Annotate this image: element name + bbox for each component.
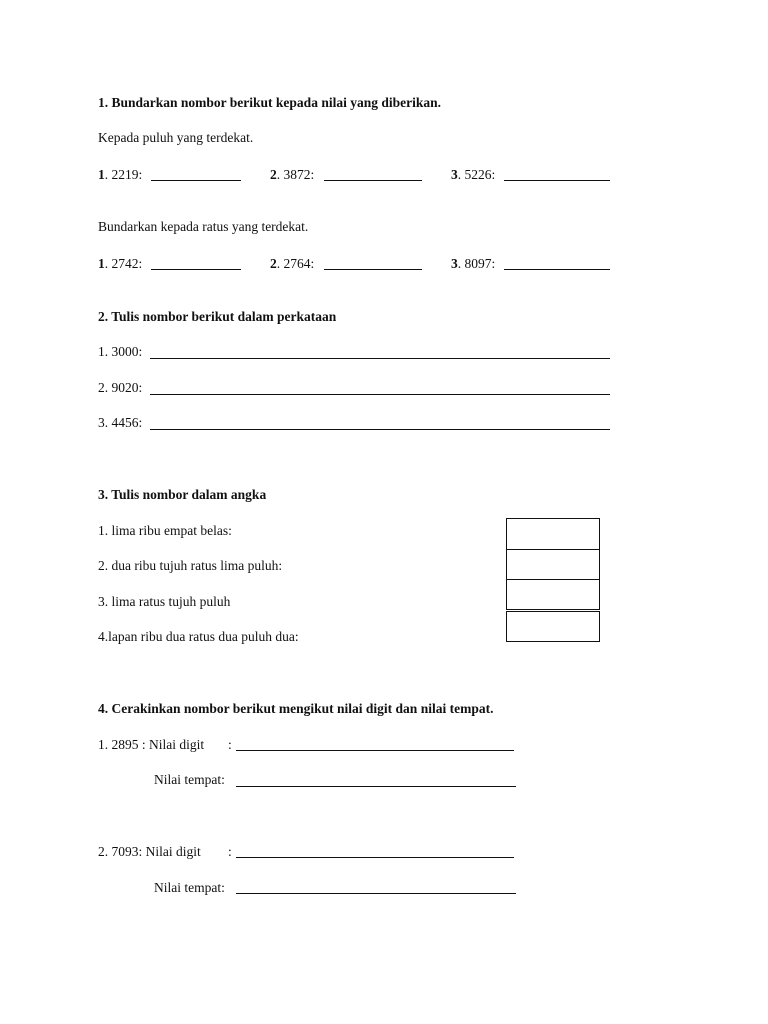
words-question-label: 3. 4456: (98, 415, 143, 430)
section1-subheading-hundreds: Bundarkan kepada ratus yang terdekat. (98, 219, 309, 234)
digit-value-label: 1. 2895 : Nilai digit (98, 737, 205, 752)
question-label: 3. 8097: (451, 256, 496, 271)
section1-subheading-tens: Kepada puluh yang terdekat. (98, 130, 254, 145)
answer-line[interactable] (151, 180, 241, 181)
answer-box[interactable] (506, 518, 600, 550)
answer-line[interactable] (236, 857, 514, 858)
answer-line[interactable] (504, 269, 610, 270)
question-label: 1. 2219: (98, 167, 143, 182)
question-label: 2. 2764: (270, 256, 315, 271)
section2-heading: 2. Tulis nombor berikut dalam perkataan (98, 309, 337, 324)
words-question-label: 2. 9020: (98, 380, 143, 395)
words-question-label: 1. 3000: (98, 344, 143, 359)
answer-line[interactable] (324, 180, 422, 181)
question-label: 3. 5226: (451, 167, 496, 182)
answer-box[interactable] (506, 611, 600, 642)
question-label: 2. 3872: (270, 167, 315, 182)
answer-line[interactable] (324, 269, 422, 270)
answer-line[interactable] (236, 893, 516, 894)
colon-label: : (228, 737, 232, 752)
answer-box[interactable] (506, 549, 600, 580)
numeral-question-label: 2. dua ribu tujuh ratus lima puluh: (98, 558, 283, 573)
numeral-question-label: 4.lapan ribu dua ratus dua puluh dua: (98, 629, 299, 644)
place-value-label: Nilai tempat: (154, 880, 225, 895)
answer-line[interactable] (236, 786, 516, 787)
section3-heading: 3. Tulis nombor dalam angka (98, 487, 267, 502)
numeral-question-label: 1. lima ribu empat belas: (98, 523, 232, 538)
answer-line[interactable] (150, 358, 610, 359)
answer-line[interactable] (236, 750, 514, 751)
section1-heading: 1. Bundarkan nombor berikut kepada nilai yang diberikan. (98, 95, 441, 110)
answer-box[interactable] (506, 579, 600, 610)
question-label: 1. 2742: (98, 256, 143, 271)
numeral-question-label: 3. lima ratus tujuh puluh (98, 594, 231, 609)
answer-line[interactable] (150, 394, 610, 395)
digit-value-label: 2. 7093: Nilai digit (98, 844, 201, 859)
section4-heading: 4. Cerakinkan nombor berikut mengikut nilai digit dan nilai tempat. (98, 701, 494, 716)
answer-line[interactable] (150, 429, 610, 430)
answer-line[interactable] (151, 269, 241, 270)
place-value-label: Nilai tempat: (154, 772, 225, 787)
answer-line[interactable] (504, 180, 610, 181)
colon-label: : (228, 844, 232, 859)
